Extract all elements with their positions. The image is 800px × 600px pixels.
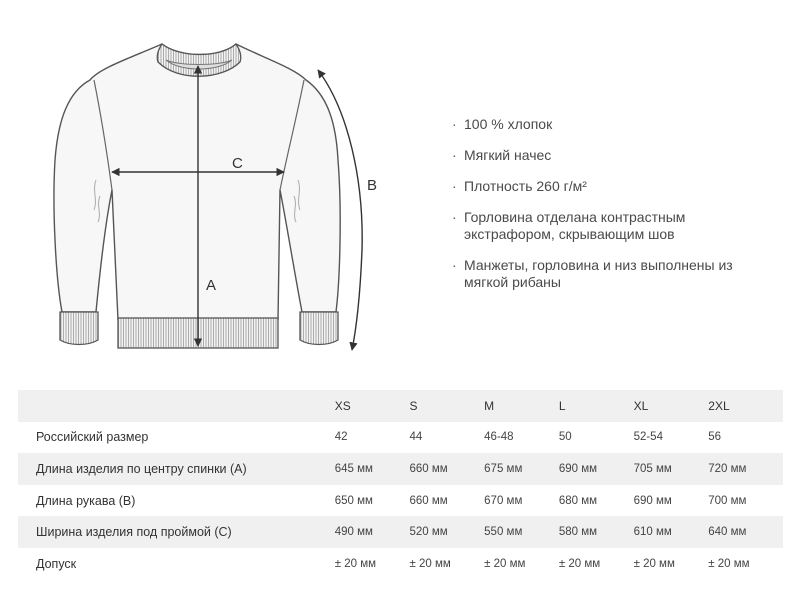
table-cell: 580 мм: [559, 516, 634, 548]
size-header-cell: XS: [335, 390, 410, 422]
table-cell: 44: [409, 431, 423, 444]
size-table: [18, 390, 783, 580]
sweatshirt-body: [54, 44, 340, 320]
size-header-row: [18, 390, 783, 422]
table-cell: 660 мм: [409, 453, 484, 485]
table-cell: ± 20 мм: [708, 557, 750, 570]
table-cell: 550 мм: [484, 516, 559, 548]
table-cell: 645 мм: [335, 453, 410, 485]
header-empty-cell: [18, 390, 335, 422]
table-cell: 610 мм: [634, 516, 709, 548]
table-cell: 520 мм: [409, 516, 484, 548]
table-cell: ± 20 мм: [409, 557, 451, 570]
table-cell: ± 20 мм: [633, 557, 675, 570]
table-cell: ± 20 мм: [484, 557, 526, 570]
table-cell: 720 мм: [708, 453, 783, 485]
table-cell: 690 мм: [559, 453, 634, 485]
row-label: Допуск: [36, 556, 77, 571]
table-cell: 690 мм: [633, 494, 672, 507]
feature-item: · Горловина отделана контрастным экстрафором, скрывающим шов: [452, 209, 772, 243]
table-cell: 50: [558, 431, 572, 444]
feature-list: [452, 116, 772, 305]
table-cell: ± 20 мм: [334, 557, 377, 570]
table-cell: 52-54: [633, 431, 663, 444]
row-label: Длина изделия по центру спинки (A): [18, 453, 335, 485]
table-row: [18, 453, 783, 485]
table-row: [18, 422, 783, 454]
label-c: C: [232, 155, 243, 172]
size-header-cell: XL: [634, 390, 709, 422]
table-row: [18, 516, 783, 548]
table-row: [18, 485, 783, 517]
table-cell: ± 20 мм: [558, 557, 601, 570]
table-cell: 490 мм: [335, 516, 410, 548]
table-cell: 640 мм: [708, 516, 783, 548]
table-cell: 680 мм: [558, 494, 598, 507]
table-cell: 675 мм: [484, 453, 559, 485]
right-cuff: [300, 312, 338, 345]
row-label: Длина рукава (B): [36, 493, 136, 508]
label-b: B: [367, 177, 378, 194]
size-header-cell: L: [559, 390, 634, 422]
table-cell: 650 мм: [334, 494, 373, 507]
size-header-cell: 2XL: [708, 390, 783, 422]
feature-item: · Мягкий начес: [452, 147, 772, 164]
label-a: A: [206, 277, 217, 294]
table-cell: 700 мм: [708, 494, 747, 507]
table-cell: 46-48: [484, 431, 514, 444]
sweatshirt-illustration: [40, 30, 400, 360]
row-label: Ширина изделия под проймой (C): [18, 516, 335, 548]
feature-item: · Манжеты, горловина и низ выполнены из мягкой рибаны: [452, 257, 772, 291]
size-header-cell: M: [484, 390, 559, 422]
table-cell: 660 мм: [409, 494, 448, 507]
table-cell: 56: [708, 431, 722, 444]
table-cell: 670 мм: [484, 494, 523, 507]
table-cell: 42: [334, 431, 348, 444]
feature-item: · Плотность 260 г/м²: [452, 178, 772, 195]
row-label: Российский размер: [36, 430, 149, 445]
table-row: [18, 548, 783, 580]
feature-item: · 100 % хлопок: [452, 116, 772, 133]
table-cell: 705 мм: [634, 453, 709, 485]
size-header-cell: S: [409, 390, 484, 422]
left-cuff: [60, 312, 98, 345]
